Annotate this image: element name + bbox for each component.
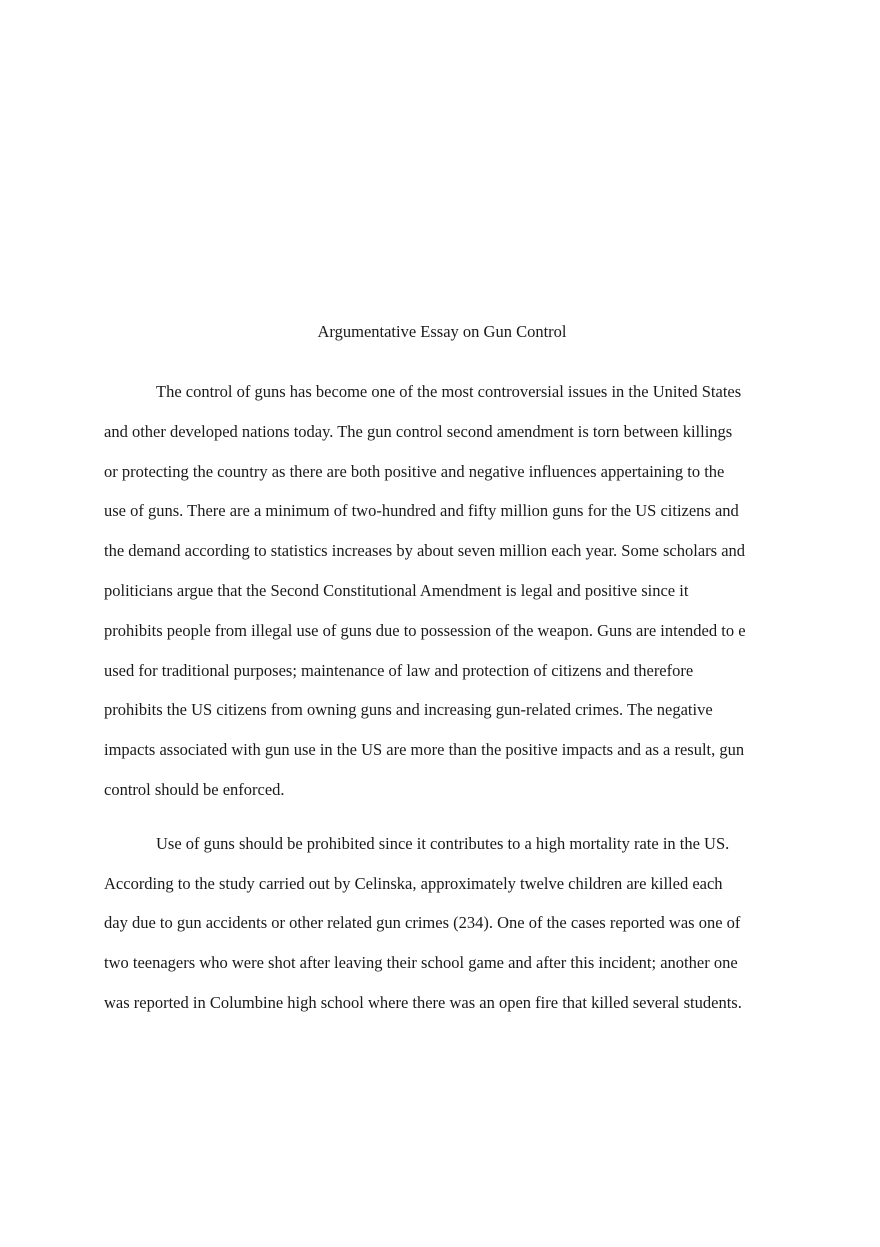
paragraph-1-line-2: and other developed nations today. The gun control second amendment is torn between killings <box>104 421 733 441</box>
paragraph-1-line-1: The control of guns has become one of the most controversial issues in the United States <box>156 382 742 401</box>
paragraph-2-line-1: Use of guns should be prohibited since it contributes to a high mortality rate in the US. <box>156 833 730 853</box>
paragraph-1-line-10: impacts associated with gun use in the US are more than the positive impacts and as a result, gun <box>104 740 745 760</box>
paragraph-1-line-3: or protecting the country as there are both positive and negative influences appertaining to the <box>104 461 725 481</box>
paragraph-1-line-7: prohibits people from illegal use of guns due to possession of the weapon. Guns are intended to e <box>104 620 746 640</box>
essay-title: Argumentative Essay on Gun Control <box>317 322 567 341</box>
paragraph-1-line-6: politicians argue that the Second Constitutional Amendment is legal and positive since it <box>104 580 689 600</box>
paragraph-2-line-3: day due to gun accidents or other related gun crimes (234). One of the cases reported was one of <box>104 913 741 933</box>
paragraph-1-line-11: control should be enforced. <box>104 779 285 799</box>
paragraph-2-line-5: was reported in Columbine high school where there was an open fire that killed several students. <box>104 992 742 1012</box>
paragraph-1 <box>104 372 780 810</box>
paragraph-1-line-5: the demand according to statistics increases by about seven million each year. Some scholars and <box>104 541 746 561</box>
essay-body <box>104 318 780 1023</box>
paragraph-2-line-4: two teenagers who were shot after leaving their school game and after this incident; another one <box>104 953 738 973</box>
paragraph-1-line-8: used for traditional purposes; maintenance of law and protection of citizens and therefore <box>104 660 694 680</box>
paragraph-2-line-2: According to the study carried out by Celinska, approximately twelve children are killed each <box>104 873 723 893</box>
paragraph-2 <box>104 824 780 1023</box>
paragraph-1-line-9: prohibits the US citizens from owning guns and increasing gun-related crimes. The negative <box>104 700 713 720</box>
paragraph-1-line-4: use of guns. There are a minimum of two-hundred and fifty million guns for the US citizens and <box>104 501 739 521</box>
